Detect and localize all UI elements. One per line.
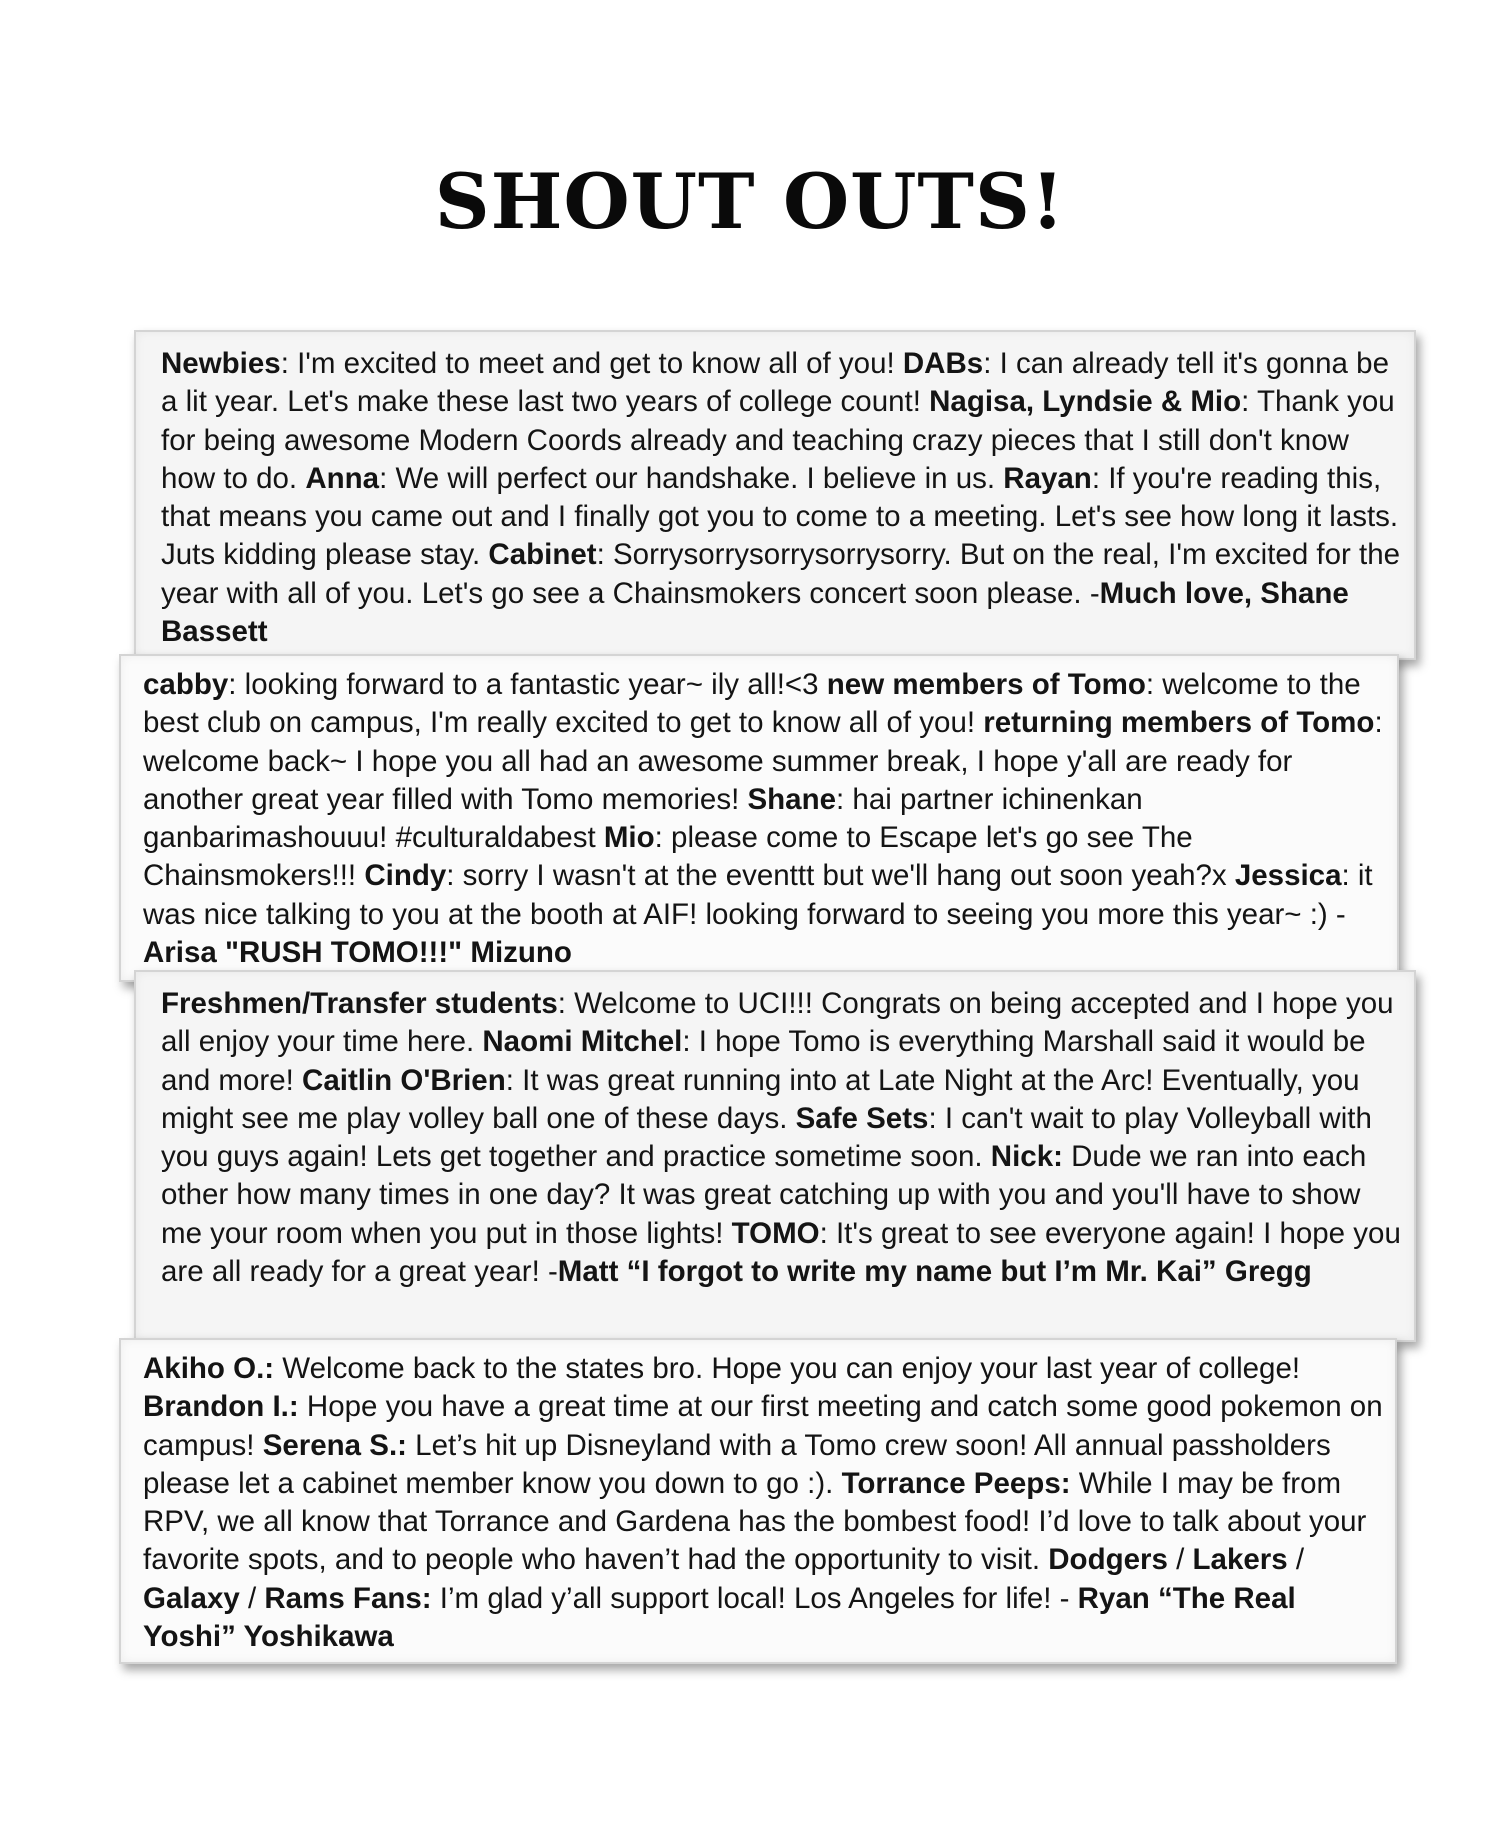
- shoutout-box-ryan: [119, 1338, 1397, 1664]
- shoutout-name: Rayan: [1003, 461, 1092, 495]
- shoutout-message: I’m glad y’all support local! Los Angeles for life! -: [431, 1581, 1078, 1615]
- shoutout-name: Anna: [305, 461, 380, 495]
- shoutout-message: Dude we ran into each other how many times in one day? It was great catching up with you and you'll have to show me your room when you put in those lights!: [161, 1140, 1367, 1250]
- shoutout-name: Ryan “The Real Yoshi” Yoshikawa: [143, 1581, 1296, 1654]
- shoutout-message: : I hope Tomo is everything Marshall said it would be and more!: [161, 1025, 1366, 1097]
- shoutout-name: Matt “I forgot to write my name but I’m Mr. Kai” Gregg: [557, 1255, 1312, 1289]
- shoutout-message: : Sorrysorrysorrysorrysorry. But on the real, I'm excited for the year with all of you. Let's go see a Chainsmokers concert soon please. -: [161, 538, 1401, 610]
- shoutout-message: /: [1167, 1543, 1193, 1577]
- shoutout-name: Much love, Shane Bassett: [161, 576, 1349, 649]
- shoutout-message: : Thank you for being awesome Modern Coords already and teaching crazy pieces that I still don't know how to do.: [161, 385, 1395, 495]
- shoutout-name: Caitlin O'Brien: [302, 1063, 506, 1097]
- shoutout-box-arisa: [119, 654, 1399, 982]
- shoutout-message: : sorry I wasn't at the eventtt but we'll hang out soon yeah?x: [446, 859, 1235, 893]
- shoutout-message: : It's great to see everyone again! I hope you are all ready for a great year! -: [161, 1216, 1401, 1289]
- shoutout-message: : If you're reading this, that means you came out and I finally got you to come to a meeting. Let's see how long it lasts. Juts kidding please stay.: [161, 461, 1399, 572]
- shoutout-name: TOMO: [731, 1216, 820, 1250]
- shoutout-name: Serena S.:: [262, 1428, 407, 1462]
- shoutout-message: : I can't wait to play Volleyball with you guys again! Lets get together and practice sometime soon.: [161, 1101, 1372, 1174]
- shoutout-name: Rams Fans:: [264, 1581, 432, 1615]
- shoutout-name: Brandon I.:: [143, 1390, 299, 1424]
- shoutout-name: Cindy: [364, 859, 447, 893]
- shoutout-message: : I'm excited to meet and get to know all of you!: [280, 347, 903, 380]
- shoutout-message: : hai partner ichinenkan ganbarimashouuu! #culturaldabest: [143, 782, 1143, 855]
- shoutout-name: returning members of Tomo: [983, 706, 1375, 740]
- shoutout-name: Mio: [603, 821, 655, 855]
- shoutout-name: Galaxy: [143, 1581, 240, 1615]
- shoutout-message: : welcome to the best club on campus, I'm really excited to get to know all of you!: [143, 668, 1361, 740]
- shoutout-name: Dodgers: [1048, 1543, 1168, 1577]
- shoutout-message: : We will perfect our handshake. I believe in us.: [379, 461, 1004, 495]
- shoutout-message: Hope you have a great time at our first meeting and catch some good pokemon on campus!: [143, 1390, 1383, 1462]
- shoutout-name: cabby: [143, 668, 229, 701]
- shoutout-message: Let’s hit up Disneyland with a Tomo crew soon! All annual passholders please let a cabinet member know you down to go :).: [143, 1428, 1331, 1500]
- shoutout-message: : it was nice talking to you at the booth at AIF! looking forward to seeing you more this year~ :) -: [143, 859, 1373, 931]
- shoutout-name: Naomi Mitchel: [482, 1025, 683, 1059]
- shoutout-name: Akiho O.:: [143, 1352, 275, 1385]
- shoutout-name: Newbies: [161, 347, 281, 380]
- shoutout-message: /: [1287, 1543, 1305, 1577]
- shoutout-name: new members of Tomo: [826, 668, 1146, 701]
- shoutout-name: Torrance Peeps:: [841, 1466, 1071, 1500]
- shoutout-name: Cabinet: [488, 538, 597, 572]
- shoutout-message: : Welcome to UCI!!! Congrats on being accepted and I hope you all enjoy your time here.: [161, 987, 1394, 1059]
- shoutout-name: Jessica: [1234, 859, 1342, 893]
- shoutout-message: : It was great running into at Late Night at the Arc! Eventually, you might see me play volley ball one of these days.: [161, 1063, 1360, 1135]
- shoutout-name: Lakers: [1192, 1543, 1288, 1577]
- shoutout-name: Nagisa, Lyndsie & Mio: [929, 385, 1242, 419]
- shoutout-name: Nick:: [990, 1140, 1063, 1174]
- shoutout-name: DABs: [902, 347, 984, 380]
- page-title: SHOUT OUTS!: [434, 157, 1066, 246]
- shoutout-message: While I may be from RPV, we all know that Torrance and Gardena has the bombest food! I’d love to talk about your favorite spots, and to people who haven’t had the opportunity to visit.: [143, 1466, 1367, 1577]
- shoutout-name: Arisa "RUSH TOMO!!!" Mizuno: [143, 936, 572, 970]
- shoutout-message: Welcome back to the states bro. Hope you can enjoy your last year of college!: [274, 1352, 1301, 1385]
- shoutout-message: : I can already tell it's gonna be a lit year. Let's make these last two years of college count!: [161, 347, 1389, 419]
- shoutout-message: : welcome back~ I hope you all had an awesome summer break, I hope y'all are ready for another great year filled with Tomo memories!: [143, 706, 1383, 816]
- shoutout-message: : looking forward to a fantastic year~ ily all!<3: [228, 668, 827, 701]
- shoutout-box-matt: [134, 970, 1416, 1342]
- shoutout-message: /: [239, 1581, 265, 1615]
- shoutout-name: Shane: [747, 782, 837, 816]
- shoutout-name: Safe Sets: [795, 1101, 929, 1135]
- shoutout-box-shane: [134, 330, 1416, 660]
- shoutout-message: : please come to Escape let's go see The Chainsmokers!!!: [143, 821, 1193, 893]
- shoutout-name: Freshmen/Transfer students: [161, 987, 558, 1020]
